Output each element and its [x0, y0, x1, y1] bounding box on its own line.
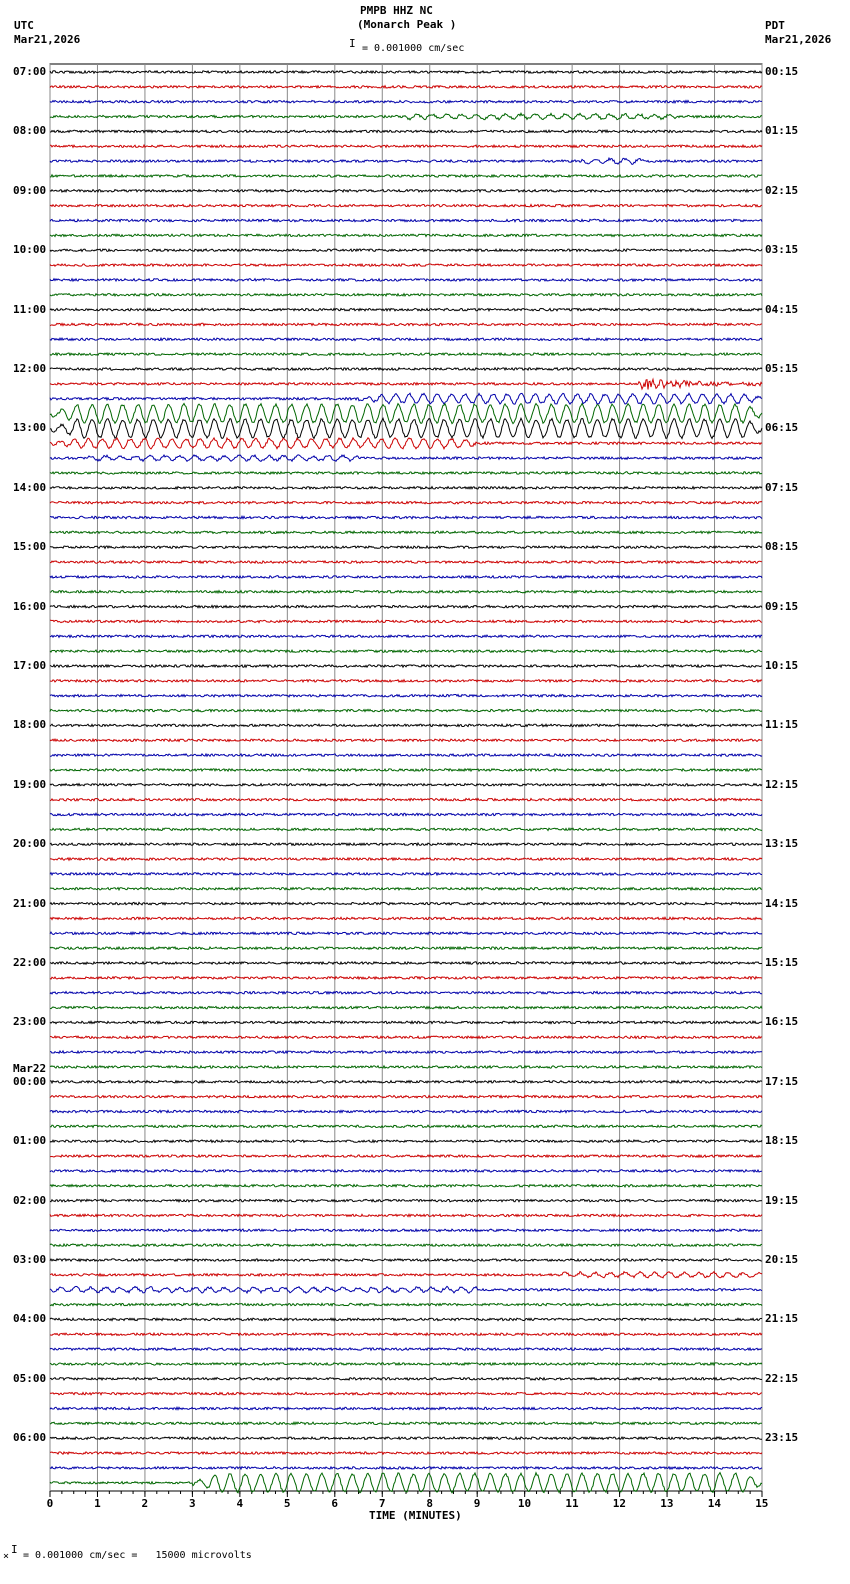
- seismic-trace: [50, 992, 762, 994]
- right-hour-label: 07:15: [765, 480, 799, 494]
- seismic-trace: [50, 1393, 762, 1395]
- left-hour-label: 03:00: [13, 1253, 47, 1266]
- seismic-trace: [50, 1199, 762, 1201]
- right-hour-label: 16:15: [765, 1015, 799, 1029]
- seismic-trace: [50, 404, 762, 424]
- right-hour-label: 10:15: [765, 659, 799, 672]
- seismic-trace: [50, 665, 762, 667]
- seismic-trace: [50, 516, 762, 518]
- left-hour-label: 15:00: [13, 540, 47, 554]
- seismic-trace: [50, 724, 762, 726]
- right-hour-label: 02:15: [765, 183, 799, 197]
- right-hour-label: 09:15: [765, 599, 799, 613]
- x-tick-label: 6: [331, 1497, 339, 1510]
- seismic-trace: [50, 1303, 762, 1305]
- seismic-trace: [50, 234, 762, 236]
- scale-text: = 0.001000 cm/sec: [362, 43, 465, 54]
- x-tick-label: 7: [378, 1497, 386, 1510]
- seismic-trace: [50, 145, 762, 147]
- seismic-trace: [50, 101, 762, 103]
- left-hour-label: 00:00: [13, 1074, 47, 1088]
- seismic-trace: [50, 1363, 762, 1365]
- right-date: Mar21,2026: [765, 33, 832, 46]
- seismic-trace: [50, 249, 762, 251]
- right-hour-label: 03:15: [765, 243, 799, 257]
- right-hour-label: 11:15: [765, 718, 799, 732]
- left-hour-label: 16:00: [13, 599, 47, 613]
- seismic-trace: [50, 813, 762, 815]
- x-tick-label: 3: [189, 1497, 196, 1510]
- seismic-trace: [50, 130, 762, 132]
- seismic-trace: [50, 902, 762, 904]
- seismic-trace: [50, 605, 762, 607]
- x-tick-label: 2: [141, 1497, 149, 1510]
- seismic-trace: [50, 1333, 762, 1335]
- right-hour-label: 22:15: [765, 1371, 799, 1385]
- seismic-trace: [50, 1170, 762, 1172]
- seismic-trace: [50, 323, 762, 325]
- left-hour-label: 04:00: [13, 1312, 47, 1326]
- seismic-trace: [50, 1081, 762, 1083]
- left-hour-label: 18:00: [13, 718, 47, 732]
- seismic-trace: [50, 620, 762, 622]
- seismic-trace: [50, 947, 762, 949]
- seismic-trace: [50, 1214, 762, 1216]
- seismic-trace: [50, 1229, 762, 1231]
- seismic-trace: [50, 1318, 762, 1320]
- seismic-trace: [50, 962, 762, 964]
- seismic-trace: [50, 1110, 762, 1112]
- right-hour-label: 08:15: [765, 540, 799, 554]
- station-title: PMPB HHZ NC: [360, 4, 433, 17]
- seismic-trace: [50, 709, 762, 711]
- seismic-trace: [50, 1286, 762, 1293]
- left-hour-label: 09:00: [13, 183, 47, 197]
- seismic-trace: [50, 1021, 762, 1023]
- seismic-trace: [50, 1407, 762, 1409]
- seismic-trace: [50, 338, 762, 340]
- footer-scale-marker: ×: [3, 1551, 10, 1562]
- right-hour-label: 05:15: [765, 362, 799, 375]
- right-hour-label: 18:15: [765, 1134, 799, 1148]
- seismic-trace: [50, 368, 762, 370]
- seismic-trace: [50, 1467, 762, 1469]
- seismic-trace: [50, 487, 762, 489]
- seismic-trace: [50, 561, 762, 563]
- x-tick-label: 13: [660, 1497, 674, 1510]
- seismic-trace: [50, 175, 762, 177]
- seismic-trace: [50, 784, 762, 786]
- seismic-trace: [50, 294, 762, 296]
- right-hour-label: 12:15: [765, 777, 799, 791]
- seismic-trace: [50, 1437, 762, 1439]
- plot-frame: [50, 64, 762, 1491]
- seismic-trace: [50, 680, 762, 682]
- seismic-trace: [50, 977, 762, 979]
- seismic-trace: [50, 86, 762, 88]
- seismic-trace: [50, 858, 762, 860]
- left-hour-label: 07:00: [13, 65, 47, 78]
- left-timezone: UTC: [14, 19, 34, 32]
- right-timezone: PDT: [765, 19, 785, 32]
- right-hour-label: 15:15: [765, 956, 799, 969]
- footer-scale-bar-icon: I: [11, 1543, 18, 1556]
- left-hour-label: 21:00: [13, 896, 47, 910]
- right-hour-label: 23:15: [765, 1431, 799, 1445]
- seismic-trace: [50, 1125, 762, 1127]
- seismic-trace: [50, 308, 762, 310]
- right-hour-label: 19:15: [765, 1193, 799, 1207]
- right-hour-label: 06:15: [765, 421, 799, 435]
- seismic-trace: [50, 531, 762, 533]
- left-hour-label: 02:00: [13, 1193, 47, 1207]
- seismic-trace: [50, 113, 762, 120]
- seismic-trace: [50, 1066, 762, 1068]
- seismic-trace: [50, 472, 762, 474]
- seismic-trace: [50, 799, 762, 801]
- seismic-trace: [50, 739, 762, 741]
- left-hour-label: 11:00: [13, 302, 47, 316]
- seismic-trace: [50, 353, 762, 355]
- date-change-label: Mar22: [13, 1061, 47, 1075]
- seismic-trace: [50, 205, 762, 207]
- x-tick-label: 8: [426, 1497, 433, 1510]
- seismic-trace: [50, 1422, 762, 1424]
- left-hour-label: 01:00: [13, 1134, 47, 1148]
- seismic-trace: [50, 932, 762, 934]
- right-hour-label: 04:15: [765, 302, 799, 316]
- seismic-trace: [50, 1140, 762, 1142]
- right-hour-label: 17:15: [765, 1074, 799, 1088]
- seismic-trace: [50, 379, 762, 389]
- x-tick-label: 4: [236, 1497, 244, 1510]
- x-tick-label: 0: [46, 1497, 54, 1510]
- seismic-trace: [50, 219, 762, 221]
- seismic-trace: [50, 1259, 762, 1261]
- x-tick-label: 12: [612, 1497, 627, 1510]
- scale-bar-icon: I: [349, 37, 356, 50]
- x-tick-label: 10: [517, 1497, 532, 1510]
- x-tick-label: 11: [565, 1497, 579, 1510]
- left-date: Mar21,2026: [14, 33, 81, 46]
- seismic-trace: [50, 438, 762, 449]
- left-hour-label: 13:00: [13, 421, 47, 435]
- left-hour-label: 23:00: [13, 1015, 47, 1029]
- seismic-trace: [50, 843, 762, 845]
- x-tick-label: 15: [755, 1497, 769, 1510]
- seismic-trace: [50, 393, 762, 404]
- left-hour-label: 10:00: [13, 243, 47, 257]
- seismic-trace: [50, 502, 762, 504]
- seismic-trace: [50, 1185, 762, 1187]
- seismic-trace: [50, 1096, 762, 1098]
- seismic-trace: [50, 1006, 762, 1008]
- seismic-trace: [50, 1348, 762, 1350]
- footer-scale-text: = 0.001000 cm/sec = 15000 microvolts: [23, 1550, 252, 1561]
- seismic-trace: [50, 1452, 762, 1454]
- right-hour-label: 00:15: [765, 65, 799, 78]
- right-hour-label: 01:15: [765, 124, 799, 138]
- site-name: (Monarch Peak ): [357, 18, 457, 31]
- left-hour-label: 19:00: [13, 777, 47, 791]
- seismic-trace: [50, 1155, 762, 1157]
- left-hour-label: 12:00: [13, 362, 47, 375]
- x-tick-label: 1: [94, 1497, 101, 1510]
- right-hour-label: 20:15: [765, 1253, 799, 1266]
- seismic-trace: [50, 1473, 762, 1493]
- left-hour-label: 20:00: [13, 837, 47, 851]
- seismic-trace: [50, 264, 762, 266]
- seismic-trace: [50, 71, 762, 73]
- seismic-trace: [50, 279, 762, 281]
- right-hour-label: 21:15: [765, 1312, 799, 1326]
- left-hour-label: 08:00: [13, 124, 47, 138]
- seismic-trace: [50, 158, 762, 164]
- x-tick-label: 5: [283, 1497, 291, 1510]
- seismic-trace: [50, 455, 762, 462]
- seismic-trace: [50, 695, 762, 697]
- seismic-trace: [50, 190, 762, 192]
- seismic-trace: [50, 828, 762, 830]
- left-hour-label: 22:00: [13, 956, 47, 969]
- x-tick-label: 9: [473, 1497, 481, 1510]
- seismic-trace: [50, 576, 762, 578]
- x-tick-label: 14: [707, 1497, 721, 1510]
- left-hour-label: 14:00: [13, 480, 47, 494]
- left-hour-label: 05:00: [13, 1371, 47, 1385]
- seismic-trace: [50, 1244, 762, 1246]
- right-hour-label: 14:15: [765, 896, 799, 910]
- seismic-trace: [50, 650, 762, 652]
- seismic-trace: [50, 1378, 762, 1380]
- seismic-trace: [50, 546, 762, 548]
- seismic-trace: [50, 917, 762, 919]
- seismic-trace: [50, 1051, 762, 1053]
- seismic-trace: [50, 888, 762, 890]
- seismic-trace: [50, 754, 762, 756]
- seismic-trace: [50, 635, 762, 637]
- right-hour-label: 13:15: [765, 837, 799, 851]
- left-hour-label: 06:00: [13, 1431, 47, 1445]
- seismic-trace: [50, 769, 762, 771]
- seismic-trace: [50, 873, 762, 875]
- seismic-trace: [50, 1272, 762, 1278]
- seismic-trace: [50, 591, 762, 593]
- x-axis-label: TIME (MINUTES): [369, 1509, 462, 1522]
- seismic-trace: [50, 1036, 762, 1038]
- left-hour-label: 17:00: [13, 659, 47, 672]
